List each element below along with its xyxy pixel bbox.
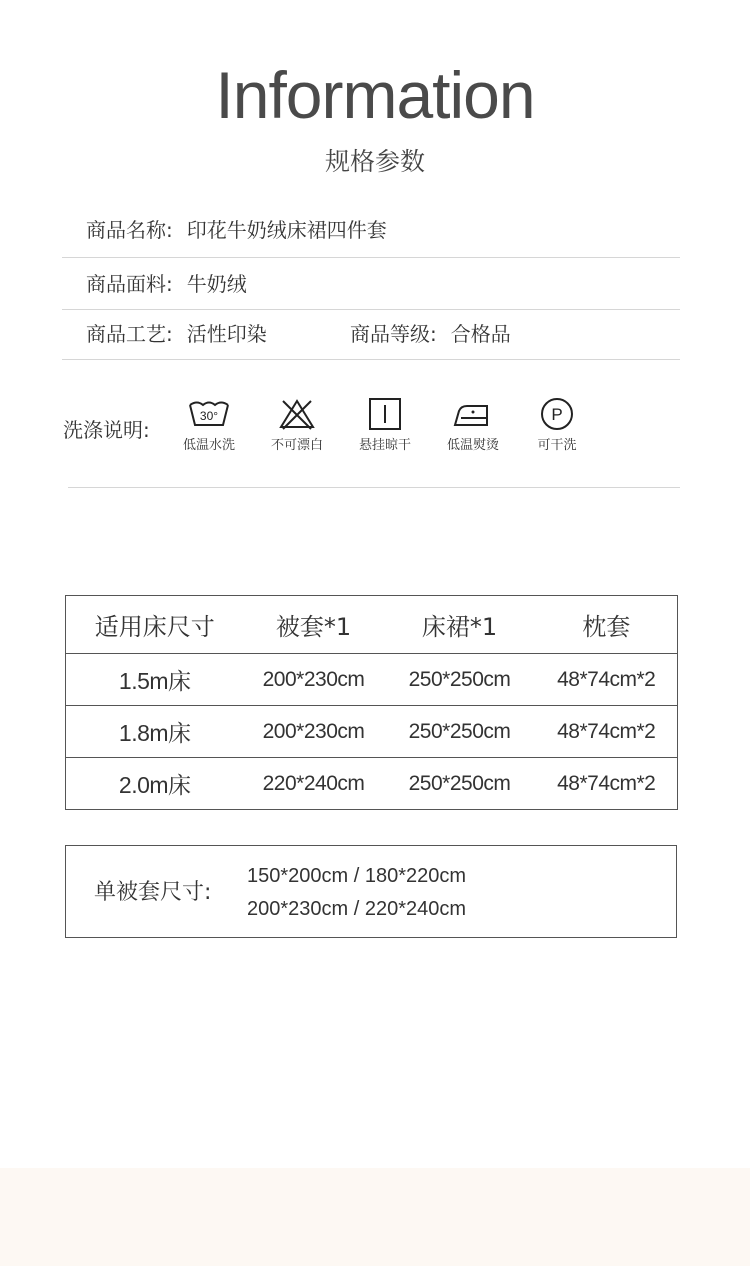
single-quilt-label: 单被套尺寸: [94, 880, 212, 905]
divider [62, 309, 680, 310]
wash-item [340, 397, 430, 455]
spec-value: 活性印染 [186, 322, 267, 346]
table-cell: 250*250cm [384, 654, 536, 706]
low-iron-icon [451, 397, 495, 431]
wash-temp-label: 30° [199, 409, 219, 423]
no-bleach-icon [275, 397, 319, 431]
spec-row-craft [86, 320, 267, 348]
dry-clean-symbol: P [551, 405, 563, 424]
wash-caption: 低温水洗 [182, 438, 235, 453]
page-subtitle: 规格参数 [324, 147, 425, 176]
spec-value: 印花牛奶绒床裙四件套 [186, 218, 387, 242]
table-cell: 200*230cm [244, 654, 384, 706]
table-cell: 48*74cm*2 [536, 758, 678, 810]
divider [62, 359, 680, 360]
table-cell: 48*74cm*2 [536, 654, 678, 706]
table-cell: 1.8m床 [66, 706, 244, 758]
wash-item [512, 397, 602, 455]
wash-label: 洗涤说明: [63, 418, 150, 442]
single-quilt-line: 150*200cm / 180*220cm [247, 865, 467, 887]
wash-caption: 可干洗 [537, 438, 577, 453]
spec-value: 合格品 [450, 322, 511, 346]
table-header: 床裙*1 [384, 596, 536, 654]
wash-caption: 悬挂晾干 [358, 438, 411, 453]
table-header: 枕套 [536, 596, 678, 654]
wash-item [252, 397, 342, 455]
table-row [66, 758, 678, 810]
wash-item [428, 397, 518, 455]
spec-label: 商品等级: [350, 322, 437, 346]
table-row [66, 654, 678, 706]
table-cell: 220*240cm [244, 758, 384, 810]
single-quilt-box [65, 845, 677, 938]
table-row [66, 706, 678, 758]
wash-30-icon [187, 397, 231, 431]
dry-clean-icon [535, 397, 579, 431]
hang-dry-icon [363, 397, 407, 431]
spec-value: 牛奶绒 [186, 272, 247, 296]
table-cell: 48*74cm*2 [536, 706, 678, 758]
single-quilt-line: 200*230cm / 220*240cm [247, 898, 467, 920]
page-title: Information [215, 58, 535, 132]
wash-item [164, 397, 254, 455]
single-quilt-sizes [247, 860, 466, 926]
table-cell: 250*250cm [384, 758, 536, 810]
wash-caption: 不可漂白 [270, 438, 323, 453]
table-header-row [66, 596, 678, 654]
table-cell: 1.5m床 [66, 654, 244, 706]
spec-label: 商品工艺: [86, 322, 173, 346]
table-cell: 250*250cm [384, 706, 536, 758]
spec-row-name [86, 216, 387, 244]
size-table [65, 595, 678, 810]
divider [68, 487, 680, 488]
spec-label: 商品名称: [86, 218, 173, 242]
table-cell: 2.0m床 [66, 758, 244, 810]
table-header: 适用床尺寸 [66, 596, 244, 654]
wash-caption: 低温熨烫 [446, 438, 499, 453]
spec-row-grade [350, 320, 511, 348]
table-header: 被套*1 [244, 596, 384, 654]
bottom-band [0, 1168, 750, 1266]
spec-row-fabric [86, 270, 247, 298]
table-cell: 200*230cm [244, 706, 384, 758]
divider [62, 257, 680, 258]
spec-label: 商品面料: [86, 272, 173, 296]
